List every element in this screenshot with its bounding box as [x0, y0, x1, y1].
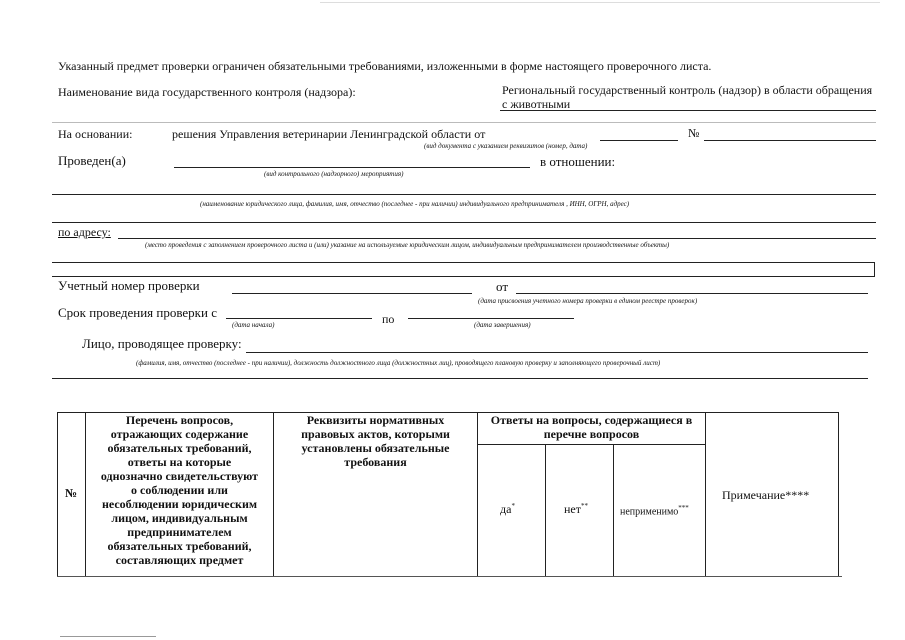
basis-date-line: [600, 140, 678, 141]
basis-number-line: [704, 140, 876, 141]
separator-line: [52, 122, 876, 123]
account-from-label: от: [496, 279, 509, 294]
table-col-divider: [838, 412, 839, 576]
control-type-underline: [500, 110, 876, 111]
account-date-line: [516, 293, 868, 294]
basis-label: На основании:: [58, 127, 133, 141]
table-bottom-line: [57, 576, 842, 577]
table-col-divider: [545, 444, 546, 576]
col-header-questions: Перечень вопросов, отражающих содержание обязательных требований, ответы на которые однозначно свидетельствуют о соблюдении или несоблюдении юридическим лицом, индивидуальным предпринимателем обязательных требований, составляющих предмет: [100, 413, 259, 567]
inspector-hint: (фамилия, имя, отчество (последнее - при наличии), должность должностного лица (должностных лиц), проводящего плановую проверку и заполняющего проверочный лист): [136, 359, 661, 367]
period-to-label: по: [382, 312, 395, 326]
entity-hint: (наименование юридического лица, фамилия, имя, отчество (последнее - при наличии) индивидуального предпринимателя , ИНН, ОГРН, адрес): [200, 200, 630, 208]
col-header-note: Примечание****: [722, 488, 810, 502]
address-label: по адресу:: [58, 225, 111, 239]
address-hint: (место проведения с заполнением проверочного листа и (или) указание на используемые юридическим лицом, индивидуальным предпринимателем производственные объекты): [145, 241, 670, 249]
answer-na-header: неприменимо***: [620, 504, 689, 518]
control-type-label: Наименование вида государственного контроля (надзора):: [58, 85, 356, 99]
control-type-value-2: с животными: [502, 97, 571, 111]
inspector-line-2: [52, 378, 868, 379]
inspector-label: Лицо, проводящее проверку:: [82, 336, 242, 351]
scan-artifact-line: [60, 636, 156, 637]
basis-value: решения Управления ветеринарии Ленинградской области от: [172, 127, 486, 141]
address-line: [118, 238, 876, 239]
scan-artifact-line: [320, 2, 880, 3]
control-type-value-1: Региональный государственный контроль (надзор) в области обращения: [502, 83, 873, 97]
account-number-line: [232, 293, 472, 294]
table-answers-divider: [477, 444, 705, 445]
answer-yes-header: да*: [500, 502, 515, 516]
period-start-hint: (дата начала): [232, 321, 275, 329]
conducted-label: Проведен(а): [58, 153, 126, 168]
col-header-answers: Ответы на вопросы, содержащиеся в перечне вопросов: [490, 413, 693, 441]
in-relation-label: в отношении:: [540, 154, 616, 169]
empty-entry-row: [52, 262, 875, 277]
entity-line-2: [52, 222, 876, 223]
basis-number-sign: №: [688, 126, 700, 140]
period-label: Срок проведения проверки с: [58, 305, 217, 320]
col-header-requisites: Реквизиты нормативных правовых актов, которыми установлены обязательные требования: [301, 413, 450, 469]
period-end-line: [408, 318, 574, 319]
entity-line: [52, 194, 876, 195]
period-start-line: [226, 318, 372, 319]
basis-hint: (вид документа с указанием реквизитов (номер, дата): [424, 142, 588, 150]
answer-no-header: нет**: [564, 502, 588, 516]
intro-text: Указанный предмет проверки ограничен обязательными требованиями, изложенными в форме настоящего проверочного листа.: [58, 59, 712, 73]
period-end-hint: (дата завершения): [474, 321, 531, 329]
table-col-divider: [613, 444, 614, 576]
account-label: Учетный номер проверки: [58, 278, 200, 293]
col-header-number: №: [64, 486, 78, 500]
account-hint: (дата присвоения учетного номера проверки в едином реестре проверок): [478, 297, 698, 305]
conducted-hint: (вид контрольного (надзорного) мероприятия): [264, 170, 404, 178]
inspector-line: [246, 352, 868, 353]
table-col-divider: [705, 412, 706, 576]
conducted-line: [174, 167, 530, 168]
